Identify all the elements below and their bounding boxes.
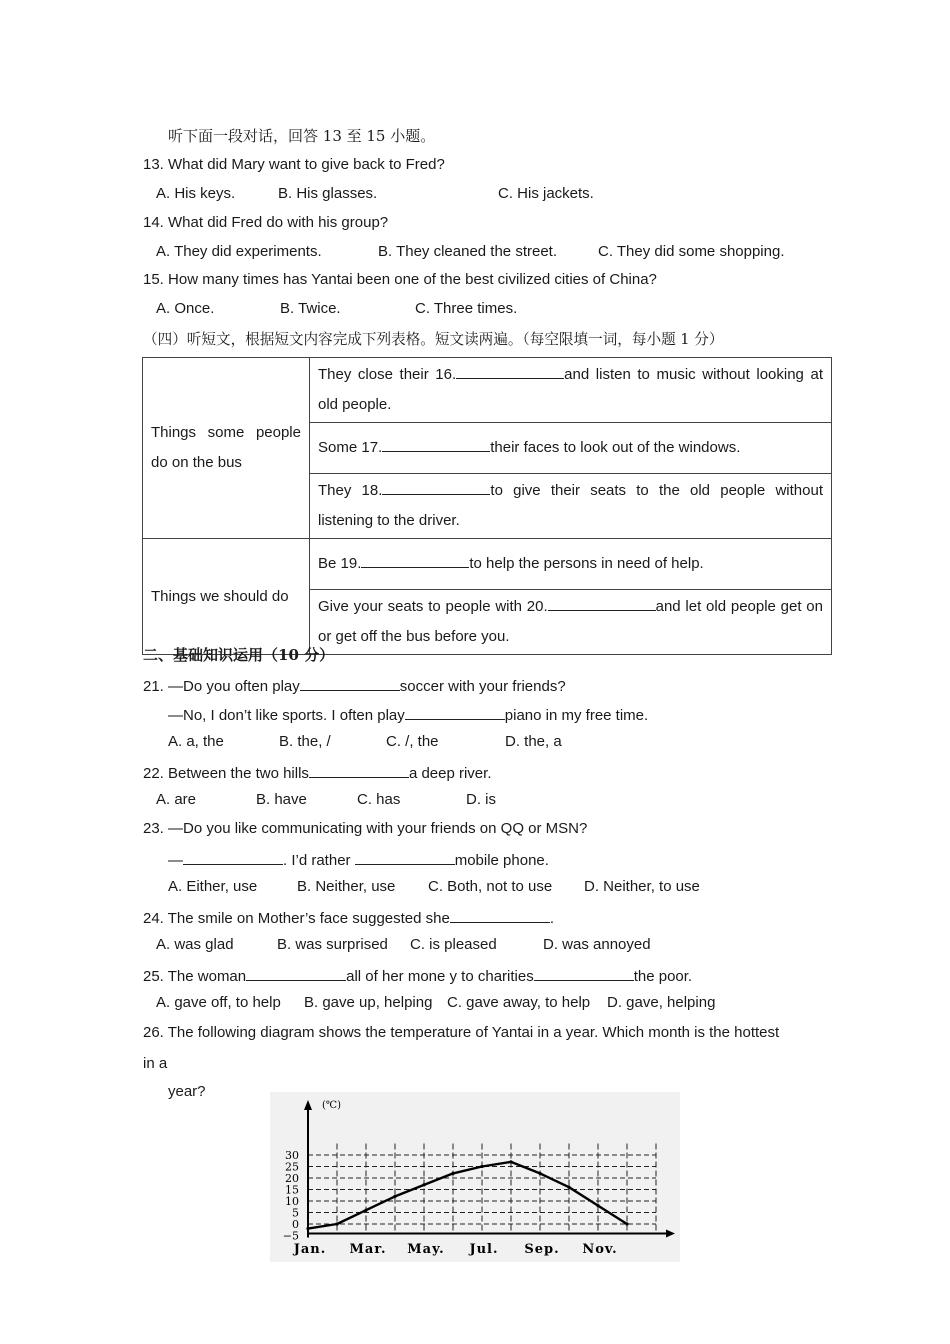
y-tick-label: 5	[292, 1206, 299, 1220]
q14-option-a: A. They did experiments.	[156, 243, 322, 260]
q23-option-a: A. Either, use	[168, 878, 258, 895]
q15-option-c: C. Three times.	[415, 300, 518, 317]
table-row-20	[310, 590, 832, 655]
question-21-line-2	[168, 703, 648, 726]
row-19-text-b: to help the persons in need of help.	[469, 555, 704, 572]
temperature-point	[567, 1186, 570, 1189]
y-tick-label: 15	[285, 1183, 299, 1197]
q24-option-a: A. was glad	[156, 936, 234, 953]
q22-option-c: C. has	[357, 791, 401, 808]
row-16-text-a: They close their 16.	[318, 366, 457, 383]
table-label-some-people: Things some people do on the bus	[143, 358, 310, 539]
q15-option-b: B. Twice.	[280, 300, 341, 317]
answer-blank-17[interactable]	[382, 435, 490, 452]
row-17-text-b: their faces to look out of the windows.	[490, 439, 741, 456]
row-18-text-a: They 18.	[318, 482, 383, 499]
row-16-text-b: and listen to music without looking at old people.	[318, 366, 823, 413]
q24-blank[interactable]	[450, 906, 550, 923]
question-15-stem: 15. How many times has Yantai been one of the best civilized cities of China?	[143, 271, 657, 288]
table-row-16	[310, 358, 832, 423]
q21-blank-2[interactable]	[405, 703, 505, 720]
q23-blank-2[interactable]	[355, 848, 455, 865]
q25-option-a: A. gave off, to help	[156, 994, 281, 1011]
q24-option-b: B. was surprised	[277, 936, 388, 953]
question-24-line-1	[143, 906, 554, 929]
row-20-text-a: Give your seats to people with 20.	[318, 598, 548, 615]
y-tick-label: 20	[285, 1172, 299, 1185]
row-20-text-b: and let old people get on or get off the bus before you.	[318, 598, 823, 645]
temperature-point	[509, 1160, 512, 1163]
q25-blank-2[interactable]	[534, 964, 634, 981]
q14-option-c: C. They did some shopping.	[598, 243, 785, 260]
q21-blank-1[interactable]	[300, 674, 400, 691]
q21-option-d: D. the, a	[505, 733, 562, 750]
row-19-text-a: Be 19.	[318, 555, 362, 572]
question-25-line-1	[143, 964, 692, 987]
y-tick-label: 10	[285, 1195, 299, 1208]
q21-option-c: C. /, the	[386, 733, 439, 750]
q24-option-d: D. was annoyed	[543, 936, 651, 953]
temperature-chart-svg	[270, 1092, 680, 1262]
q14-option-b: B. They cleaned the street.	[378, 243, 557, 260]
table-row-18	[310, 474, 832, 539]
q21-option-a: A. a, the	[168, 733, 224, 750]
x-tick-label: Jan.	[293, 1242, 327, 1257]
temperature-point	[422, 1183, 425, 1186]
answer-blank-19[interactable]	[361, 551, 469, 568]
temperature-point	[393, 1195, 396, 1198]
question-23-line-1: 23. —Do you like communicating with your friends on QQ or MSN?	[143, 820, 588, 837]
q21-text-b: soccer with your friends?	[399, 678, 566, 695]
q22-option-a: A. are	[156, 791, 197, 808]
q22-option-d: D. is	[466, 791, 496, 808]
question-26-line-2: in a	[143, 1055, 168, 1072]
q22-blank[interactable]	[309, 761, 409, 778]
q25-text-b: all of her mone y to charities	[346, 968, 534, 985]
y-tick-label: 30	[285, 1149, 299, 1162]
q21-text-c: —No, I don’t like sports. I often play	[168, 707, 405, 724]
question-23-line-2	[168, 848, 549, 871]
table-row-19	[310, 539, 832, 590]
q23-option-c: C. Both, not to use	[428, 878, 553, 895]
x-tick-label: Jul.	[469, 1242, 499, 1257]
q25-option-c: C. gave away, to help	[447, 994, 591, 1011]
section-4-instruction: （四）听短文，根据短文内容完成下列表格。短文读两遍。（每空限填一词，每小题 1 分）	[143, 331, 724, 348]
answer-blank-16[interactable]	[456, 362, 564, 379]
x-tick-label: Nov.	[582, 1242, 618, 1257]
q23-text-b: . I’d rather	[283, 852, 351, 869]
row-17-text-a: Some 17.	[318, 439, 383, 456]
temperature-point	[364, 1209, 367, 1212]
q23-option-d: D. Neither, to use	[584, 878, 700, 895]
temperature-point	[538, 1172, 541, 1175]
x-tick-label: Mar.	[349, 1242, 387, 1257]
q25-option-b: B. gave up, helping	[304, 994, 433, 1011]
question-26-line-1: 26. The following diagram shows the temperature of Yantai in a year. Which month is the hottest	[143, 1024, 780, 1041]
listening-instruction: 听下面一段对话，回答 13 至 15 小题。	[168, 127, 436, 145]
x-tick-label: May.	[407, 1242, 445, 1257]
q22-option-b: B. have	[256, 791, 307, 808]
q13-option-b: B. His glasses.	[278, 185, 378, 202]
table-row-17	[310, 423, 832, 474]
temperature-point	[625, 1222, 628, 1225]
x-tick-label: Sep.	[524, 1242, 560, 1257]
q24-option-c: C. is pleased	[410, 936, 497, 953]
chart-background	[270, 1092, 680, 1262]
temperature-chart	[270, 1092, 680, 1262]
q25-option-d: D. gave, helping	[607, 994, 716, 1011]
row-18-text-b: to give their seats to the old people without listening to the driver.	[318, 482, 823, 529]
y-tick-label: −5	[282, 1229, 299, 1243]
temperature-point	[335, 1222, 338, 1225]
question-14-stem: 14. What did Fred do with his group?	[143, 214, 389, 231]
q21-text-d: piano in my free time.	[504, 707, 649, 724]
temperature-point	[451, 1172, 454, 1175]
q24-text-a: 24. The smile on Mother’s face suggested she	[143, 910, 450, 927]
temperature-point	[480, 1165, 483, 1168]
q13-option-a: A. His keys.	[156, 185, 236, 202]
q24-text-b: .	[549, 910, 555, 927]
question-13-stem: 13. What did Mary want to give back to Fred?	[143, 156, 445, 173]
y-tick-label: 0	[292, 1218, 299, 1231]
q15-option-a: A. Once.	[156, 300, 215, 317]
q25-blank-1[interactable]	[246, 964, 346, 981]
answer-blank-20[interactable]	[548, 594, 656, 611]
y-tick-label: 25	[285, 1160, 299, 1174]
q22-text-b: a deep river.	[408, 765, 492, 782]
q23-blank-1[interactable]	[183, 848, 283, 865]
y-axis-unit-label: (℃)	[322, 1100, 341, 1111]
listening-table	[142, 357, 832, 655]
question-26-line-3: year?	[168, 1083, 206, 1100]
table-label-we-should: Things we should do	[143, 539, 310, 655]
answer-blank-18[interactable]	[382, 478, 490, 495]
question-22-line-1	[143, 761, 492, 784]
q21-text-a: 21. —Do you often play	[143, 678, 300, 695]
q22-text-a: 22. Between the two hills	[143, 765, 309, 782]
q23-text-c: mobile phone.	[454, 852, 549, 869]
q23-option-b: B. Neither, use	[297, 878, 396, 895]
question-21-line-1	[143, 674, 566, 697]
q21-option-b: B. the, /	[279, 733, 331, 750]
temperature-point	[596, 1204, 599, 1207]
q13-option-c: C. His jackets.	[498, 185, 594, 202]
section-2-heading: 二、基础知识运用（10 分）	[143, 646, 335, 664]
temperature-point	[306, 1227, 309, 1230]
q25-text-c: the poor.	[633, 968, 693, 985]
q25-text-a: 25. The woman	[143, 968, 247, 985]
q23-text-a: —	[168, 852, 183, 869]
